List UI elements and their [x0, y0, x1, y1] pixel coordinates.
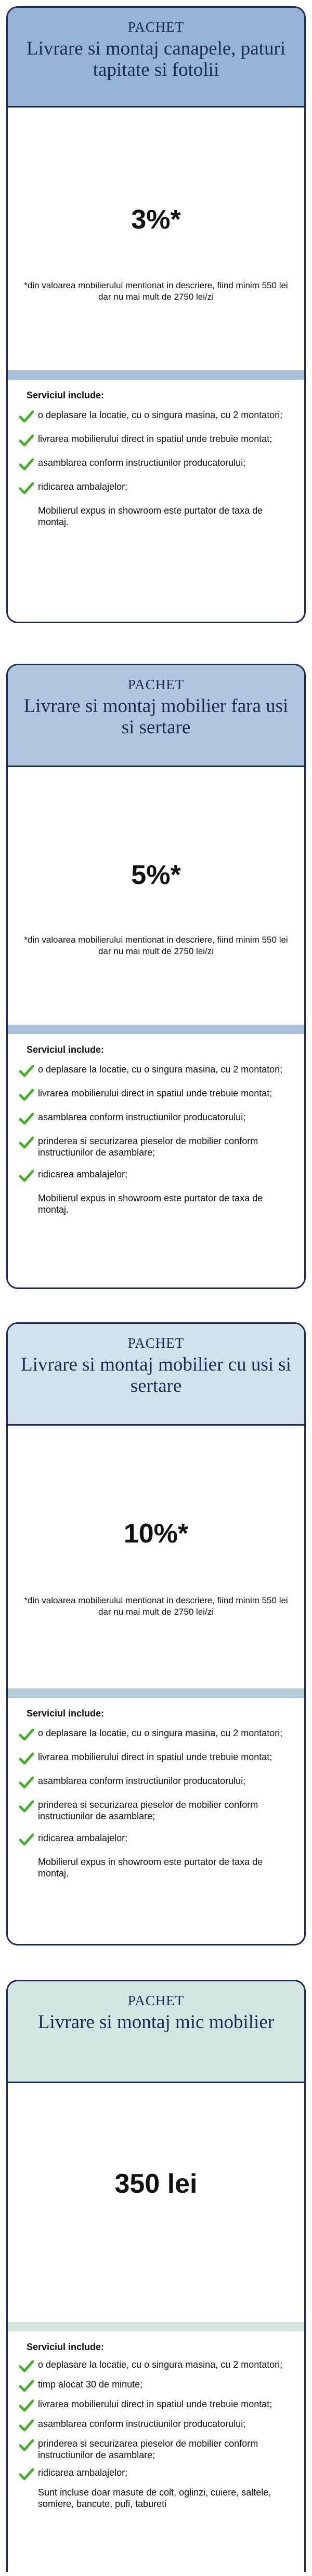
extra-note: Mobilierul expus in showroom este purtator de taxa de montaj.: [38, 1193, 263, 1215]
divider: [8, 1688, 304, 1698]
check-icon: [19, 2439, 34, 2451]
package-label: PACHET: [127, 19, 185, 35]
list-item: [19, 409, 293, 423]
list-item: [19, 1111, 293, 1125]
package-header: [8, 1981, 304, 2083]
check-icon: [19, 2399, 34, 2412]
package-price-area: [8, 2083, 304, 2322]
package-price-area: [8, 767, 304, 1025]
list-item: [19, 1775, 293, 1789]
list-item-text: asamblarea conform instructiunilor producatorului;: [38, 1112, 246, 1122]
list-item-text: o deplasare la locatie, cu o singura masina, cu 2 montatori;: [38, 1064, 283, 1075]
includes-section: [8, 2331, 304, 2522]
check-icon: [19, 434, 34, 447]
list-item-text: o deplasare la locatie, cu o singura masina, cu 2 montatori;: [38, 410, 283, 420]
includes-title: Serviciul include:: [27, 2342, 105, 2352]
package-header: [8, 1324, 304, 1426]
package-label: PACHET: [127, 1335, 185, 1351]
list-item: [19, 1832, 293, 1846]
list-item: [19, 1727, 293, 1741]
includes-title: Serviciul include:: [27, 390, 105, 400]
check-icon: [19, 1800, 34, 1813]
list-item: [19, 2359, 293, 2372]
package-title: Livrare si montaj canapele, paturi tapitate si fotolii: [26, 38, 286, 81]
package-label: PACHET: [127, 677, 185, 692]
check-icon: [19, 1112, 34, 1125]
package-card-4: [6, 1980, 306, 2572]
package-header: [8, 8, 304, 108]
includes-section: [8, 1698, 304, 1891]
package-title: Livrare si montaj mobilier fara usi si sertare: [23, 695, 289, 738]
list-item-text: o deplasare la locatie, cu o singura masina, cu 2 montatori;: [38, 1728, 283, 1738]
list-item-text: o deplasare la locatie, cu o singura masina, cu 2 montatori;: [38, 2359, 283, 2370]
divider: [8, 1025, 304, 1034]
check-icon: [19, 1065, 34, 1077]
includes-title: Serviciul include:: [27, 1708, 105, 1719]
divider: [8, 2322, 304, 2331]
check-icon: [19, 1170, 34, 1182]
list-item-text: ridicarea ambalajelor;: [38, 481, 128, 492]
package-price: 350 lei: [114, 2169, 198, 2199]
list-item: [19, 2379, 293, 2392]
list-item-text: livrarea mobilierului direct in spatiul unde trebuie montat;: [38, 2399, 272, 2409]
list-item-text: livrarea mobilierului direct in spatiul unde trebuie montat;: [38, 1752, 272, 1762]
list-item-text: asamblarea conform instructiunilor producatorului;: [38, 2419, 246, 2429]
list-item-text: prinderea si securizarea pieselor de mobilier conform instructiunilor de asamblare;: [38, 1136, 258, 1158]
list-item: [19, 1088, 293, 1101]
extra-note: Sunt incluse doar masute de colt, oglinzi, cuiere, saltele, somiere, bancute, pufi, tabureti: [38, 2487, 271, 2509]
list-item: [19, 1169, 293, 1182]
package-price-area: [8, 1426, 304, 1688]
check-icon: [19, 2380, 34, 2392]
package-card-3: [6, 1322, 306, 1946]
price-note: *din valoarea mobilierului mentionat in descriere, fiind minim 550 lei dar nu mai mult de 2750 lei/zi: [24, 280, 288, 302]
list-item: [19, 2418, 293, 2432]
list-item-text: prinderea si securizarea pieselor de mobilier conform instructiunilor de asamblare;: [38, 2438, 258, 2460]
list-item-text: ridicarea ambalajelor;: [38, 1169, 128, 1179]
list-item: [19, 481, 293, 494]
list-item-text: livrarea mobilierului direct in spatiul unde trebuie montat;: [38, 434, 272, 444]
check-icon: [19, 1136, 34, 1149]
check-icon: [19, 458, 34, 471]
list-item: [19, 1799, 293, 1822]
list-item: [19, 433, 293, 447]
price-note: *din valoarea mobilierului mentionat in descriere, fiind minim 550 lei dar nu mai mult de 2750 lei/zi: [24, 1595, 288, 1617]
list-item: [19, 457, 293, 471]
divider: [8, 370, 304, 380]
check-icon: [19, 482, 34, 494]
package-card-1: [6, 6, 306, 623]
check-icon: [19, 1833, 34, 1846]
list-item-text: asamblarea conform instructiunilor producatorului;: [38, 458, 246, 468]
package-price-area: [8, 108, 304, 370]
list-item-text: asamblarea conform instructiunilor producatorului;: [38, 1776, 246, 1786]
price-note: *din valoarea mobilierului mentionat in descriere, fiind minim 550 lei dar nu mai mult de 2750 lei/zi: [24, 935, 288, 956]
list-item: [19, 2467, 293, 2480]
check-icon: [19, 1728, 34, 1741]
includes-section: [8, 380, 304, 540]
package-price: 3%*: [131, 205, 181, 235]
check-icon: [19, 1752, 34, 1765]
list-item: [19, 1064, 293, 1077]
list-item: [19, 2438, 293, 2461]
check-icon: [19, 410, 34, 423]
check-icon: [19, 2468, 34, 2480]
check-icon: [19, 1089, 34, 1101]
check-icon: [19, 2419, 34, 2432]
list-item-text: ridicarea ambalajelor;: [38, 2467, 128, 2478]
package-price: 5%*: [131, 860, 181, 890]
extra-note: Mobilierul expus in showroom este purtator de taxa de montaj.: [38, 505, 263, 527]
package-price: 10%*: [123, 1519, 189, 1549]
package-title: Livrare si montaj mobilier cu usi si sertare: [21, 1354, 291, 1397]
package-header: [8, 665, 304, 767]
list-item-text: ridicarea ambalajelor;: [38, 1833, 128, 1843]
includes-title: Serviciul include:: [27, 1044, 105, 1055]
extra-note: Mobilierul expus in showroom este purtator de taxa de montaj.: [38, 1857, 263, 1879]
list-item-text: prinderea si securizarea pieselor de mobilier conform instructiunilor de asamblare;: [38, 1800, 258, 1821]
package-title: Livrare si montaj mic mobilier: [37, 2011, 275, 2033]
check-icon: [19, 1776, 34, 1789]
package-card-2: [6, 664, 306, 1289]
includes-section: [8, 1034, 304, 1228]
list-item-text: livrarea mobilierului direct in spatiul unde trebuie montat;: [38, 1088, 272, 1098]
check-icon: [19, 2360, 34, 2372]
list-item: [19, 2398, 293, 2412]
list-item: [19, 1751, 293, 1765]
package-label: PACHET: [127, 1993, 185, 2008]
list-item-text: timp alocat 30 de minute;: [38, 2379, 143, 2390]
list-item: [19, 1135, 293, 1158]
